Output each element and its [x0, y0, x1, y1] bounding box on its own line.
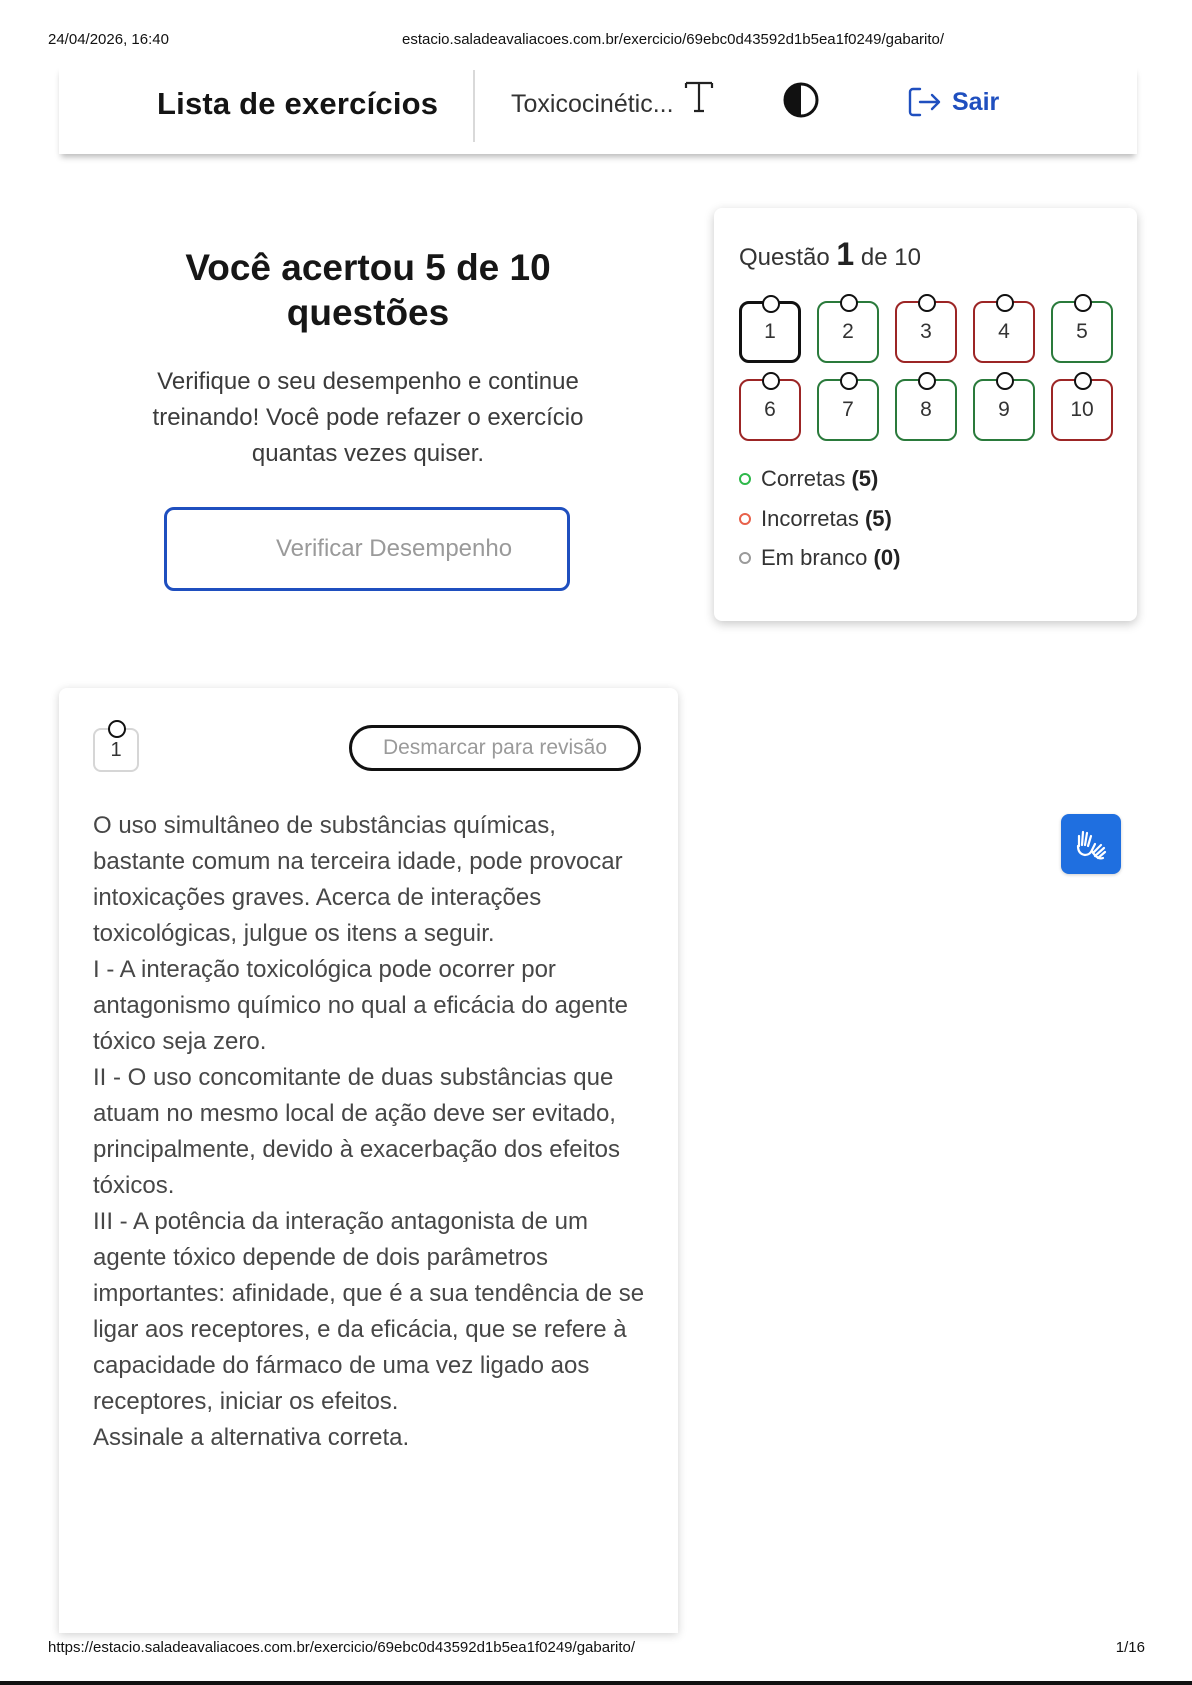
question-nav-number: 7: [842, 398, 854, 421]
question-nav-number: 5: [1076, 320, 1088, 343]
question-paragraph: III - A potência da interação antagonista de um agente tóxico depende de dois parâmetros importantes: afinidade, que é a sua tendência de se ligar aos receptores, e da eficácia, que se refere à capacidade do fármaco de uma vez ligado aos receptores, iniciar os efeitos.: [93, 1208, 645, 1415]
pin-icon: [762, 372, 780, 390]
pin-icon: [996, 372, 1014, 390]
question-nav-button[interactable]: [895, 301, 957, 363]
legend-dot-correct: [739, 473, 751, 485]
legend-dot-blank: [739, 552, 751, 564]
question-nav-number: 1: [764, 320, 776, 343]
question-nav-number: 2: [842, 320, 854, 343]
print-url-top: estacio.saladeavaliacoes.com.br/exercicio/69ebc0d43592d1b5ea1f0249/gabarito/: [402, 31, 945, 48]
question-paragraph: O uso simultâneo de substâncias químicas, bastante comum na terceira idade, pode provocar intoxicações graves. Acerca de interações toxicológicas, julgue os itens a seguir.: [93, 812, 623, 947]
question-nav-number: 4: [998, 320, 1010, 343]
question-navigator: [714, 208, 1137, 621]
sign-language-button[interactable]: [1061, 814, 1121, 874]
question-nav-number: 8: [920, 398, 932, 421]
legend-correct-count: (5): [851, 466, 879, 491]
question-nav-button[interactable]: [973, 301, 1035, 363]
page-title: Lista de exercícios: [157, 86, 439, 121]
question-statement: [93, 808, 653, 1456]
question-nav-button[interactable]: [1051, 301, 1113, 363]
unmark-review-button[interactable]: Desmarcar para revisão: [349, 725, 641, 771]
header-divider: [473, 70, 475, 142]
pin-icon: [108, 720, 126, 738]
pin-icon: [1074, 372, 1092, 390]
legend-blank: [739, 545, 900, 571]
question-paragraph: Assinale a alternativa correta.: [93, 1424, 410, 1451]
print-page-number: 1/16: [1115, 1639, 1145, 1656]
pin-icon: [840, 372, 858, 390]
sign-language-icon: [1071, 824, 1111, 864]
exercise-subject: Toxicocinétic...: [511, 90, 674, 118]
pin-icon: [762, 295, 780, 313]
logout-button[interactable]: [908, 86, 999, 118]
legend-blank-label: Em branco: [761, 545, 868, 570]
question-counter-prefix: Questão: [739, 244, 830, 271]
logout-label: Sair: [952, 87, 1000, 116]
question-paragraph: II - O uso concomitante de duas substâncias que atuam no mesmo local de ação deve ser evitado, principalmente, devido à exacerbação dos efeitos tóxicos.: [93, 1064, 620, 1199]
question-counter: [739, 236, 921, 273]
question-number: 1: [110, 738, 122, 761]
question-number-badge: [93, 728, 139, 772]
legend-blank-count: (0): [873, 545, 901, 570]
question-counter-suffix: de 10: [860, 244, 921, 271]
print-datetime: 24/04/2026, 16:40: [48, 31, 169, 48]
app-header: [59, 66, 1137, 154]
question-nav-button[interactable]: [973, 379, 1035, 441]
logout-icon: [908, 86, 942, 118]
question-nav-number: 10: [1070, 398, 1094, 421]
question-nav-number: 6: [764, 398, 776, 421]
question-nav-button[interactable]: [817, 301, 879, 363]
check-performance-button[interactable]: Verificar Desempenho: [164, 507, 570, 591]
question-nav-number: 9: [998, 398, 1010, 421]
question-nav-button[interactable]: [895, 379, 957, 441]
pin-icon: [840, 294, 858, 312]
question-counter-current: 1: [836, 236, 855, 272]
font-size-icon[interactable]: [684, 80, 714, 116]
legend-incorrect-count: (5): [864, 506, 892, 531]
print-url-bottom: https://estacio.saladeavaliacoes.com.br/exercicio/69ebc0d43592d1b5ea1f0249/gabarito/: [48, 1639, 636, 1656]
legend-correct-label: Corretas: [761, 466, 846, 491]
page-bottom-bar: [0, 1681, 1192, 1685]
question-nav-button[interactable]: [817, 379, 879, 441]
question-paragraph: I - A interação toxicológica pode ocorrer por antagonismo químico no qual a eficácia do agente tóxico seja zero.: [93, 956, 629, 1055]
result-title: Você acertou 5 de 10 questões: [185, 247, 551, 333]
contrast-icon[interactable]: [782, 81, 820, 119]
question-card: [59, 688, 678, 1633]
question-nav-button[interactable]: [739, 379, 801, 441]
pin-icon: [1074, 294, 1092, 312]
legend-correct: [739, 466, 878, 492]
question-nav-button[interactable]: [739, 301, 801, 363]
pin-icon: [918, 372, 936, 390]
legend-incorrect: [739, 506, 892, 532]
question-nav-number: 3: [920, 320, 932, 343]
question-nav-button[interactable]: [1051, 379, 1113, 441]
pin-icon: [996, 294, 1014, 312]
legend-dot-incorrect: [739, 513, 751, 525]
pin-icon: [918, 294, 936, 312]
result-text: Verifique o seu desempenho e continue treinando! Você pode refazer o exercício quantas vezes quiser.: [152, 368, 584, 467]
legend-incorrect-label: Incorretas: [761, 506, 859, 531]
